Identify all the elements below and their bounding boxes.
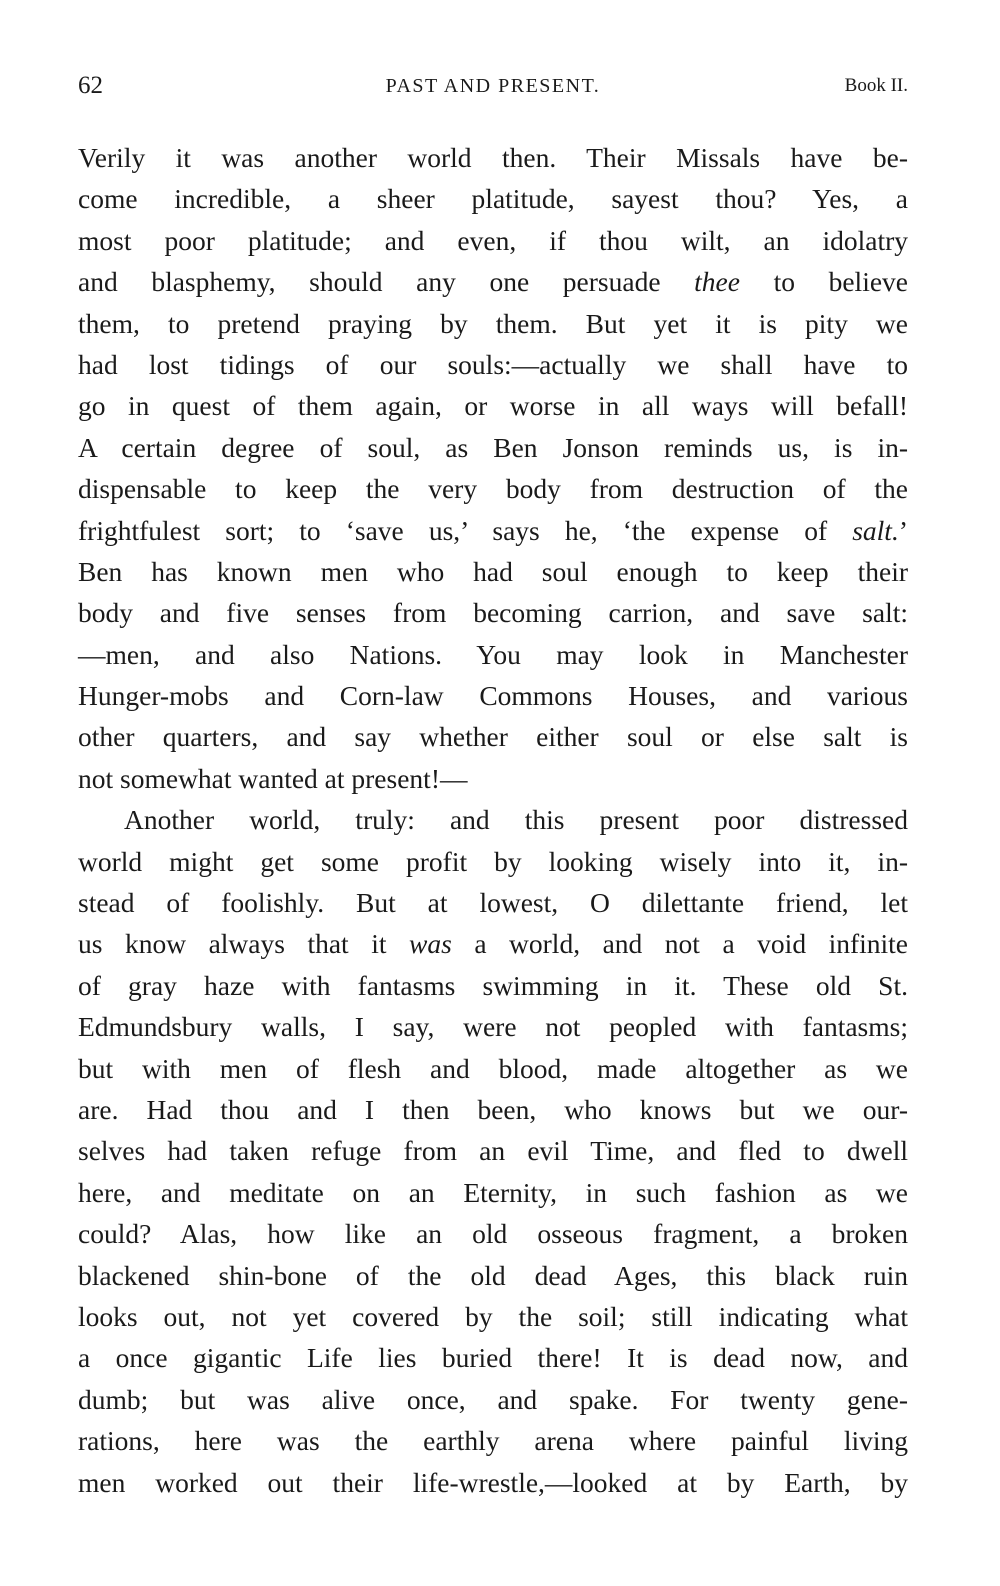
text-line	[78, 427, 908, 468]
text-run: Another world, truly: and this present poor distressed	[124, 804, 908, 836]
text-run: ’	[898, 514, 908, 546]
body-text	[78, 137, 908, 1503]
text-line	[78, 758, 908, 799]
text-line	[78, 1089, 908, 1130]
text-line	[78, 1006, 908, 1047]
text-run: us know always that it	[78, 928, 410, 960]
running-title: PAST AND PRESENT.	[385, 75, 601, 97]
text-run: to believe	[739, 266, 908, 298]
italic-text: salt.	[852, 514, 899, 546]
text-line	[78, 965, 908, 1006]
text-line	[78, 344, 908, 385]
text-run: stead of foolishly. But at lowest, O dilettante friend, let	[78, 887, 908, 919]
text-line	[78, 303, 908, 344]
text-line	[78, 1337, 908, 1378]
text-line	[78, 882, 908, 923]
text-run: —men, and also Nations. You may look in Manchester	[78, 638, 908, 670]
text-run: blackened shin-bone of the old dead Ages, this black ruin	[78, 1259, 908, 1291]
text-run: not somewhat wanted at present!—	[78, 762, 468, 794]
text-run: here, and meditate on an Eternity, in such fashion as we	[78, 1176, 908, 1208]
text-line	[78, 592, 908, 633]
text-run: of gray haze with fantasms swimming in it. These old St.	[78, 969, 908, 1001]
text-line	[78, 178, 908, 219]
text-run: selves had taken refuge from an evil Time, and fled to dwell	[78, 1135, 908, 1167]
text-line	[78, 1420, 908, 1461]
text-run: body and five senses from becoming carrion, and save salt:	[78, 597, 908, 629]
text-line	[78, 841, 908, 882]
text-line	[78, 468, 908, 509]
text-run: had lost tidings of our souls:—actually we shall have to	[78, 348, 908, 380]
text-run: looks out, not yet covered by the soil; still indicating what	[78, 1300, 908, 1332]
text-line	[78, 1462, 908, 1503]
text-run: A certain degree of soul, as Ben Jonson reminds us, is in-	[78, 431, 908, 463]
text-line	[78, 1172, 908, 1213]
text-line	[78, 1048, 908, 1089]
text-run: go in quest of them again, or worse in all ways will befall!	[78, 390, 908, 422]
text-line	[78, 551, 908, 592]
text-run: frightfulest sort; to ‘save us,’ says he, ‘the expense of	[78, 514, 853, 546]
text-run: come incredible, a sheer platitude, sayest thou? Yes, a	[78, 183, 908, 215]
italic-text: thee	[694, 266, 740, 298]
text-line	[78, 261, 908, 302]
text-line	[78, 385, 908, 426]
text-run: other quarters, and say whether either soul or else salt is	[78, 721, 908, 753]
text-run: Ben has known men who had soul enough to keep their	[78, 555, 908, 587]
text-run: a once gigantic Life lies buried there! It is dead now, and	[78, 1342, 908, 1374]
text-run: Hunger-mobs and Corn-law Commons Houses, and various	[78, 680, 908, 712]
text-line	[78, 1379, 908, 1420]
page-header	[78, 72, 908, 108]
book-label: Book II.	[844, 75, 908, 96]
text-run: a world, and not a void infinite	[451, 928, 909, 960]
text-run: and blasphemy, should any one persuade	[78, 266, 695, 298]
text-run: could? Alas, how like an old osseous fragment, a broken	[78, 1218, 908, 1250]
text-line	[78, 1296, 908, 1337]
text-line	[78, 510, 908, 551]
text-line	[78, 137, 908, 178]
italic-text: was	[409, 928, 452, 960]
text-run: rations, here was the earthly arena where painful living	[78, 1425, 908, 1457]
text-run: men worked out their life-wrestle,—looked at by Earth, by	[78, 1466, 908, 1498]
text-run: them, to pretend praying by them. But yet it is pity we	[78, 307, 908, 339]
text-run: Edmundsbury walls, I say, were not peopled with fantasms;	[78, 1011, 908, 1043]
text-line	[78, 716, 908, 757]
text-run: world might get some profit by looking wisely into it, in-	[78, 845, 908, 877]
text-run: are. Had thou and I then been, who knows but we our-	[78, 1093, 908, 1125]
text-line	[78, 675, 908, 716]
text-line	[78, 799, 908, 840]
text-run: Verily it was another world then. Their Missals have be-	[78, 142, 908, 173]
text-line	[78, 1255, 908, 1296]
text-run: dumb; but was alive once, and spake. For twenty gene-	[78, 1383, 908, 1415]
text-line	[78, 1130, 908, 1171]
text-run: but with men of flesh and blood, made altogether as we	[78, 1052, 908, 1084]
text-line	[78, 634, 908, 675]
page-number: 62	[78, 72, 103, 99]
text-line	[78, 220, 908, 261]
text-run: dispensable to keep the very body from destruction of the	[78, 473, 908, 505]
text-line	[78, 923, 908, 964]
text-line	[78, 1213, 908, 1254]
text-run: most poor platitude; and even, if thou wilt, an idolatry	[78, 224, 908, 256]
